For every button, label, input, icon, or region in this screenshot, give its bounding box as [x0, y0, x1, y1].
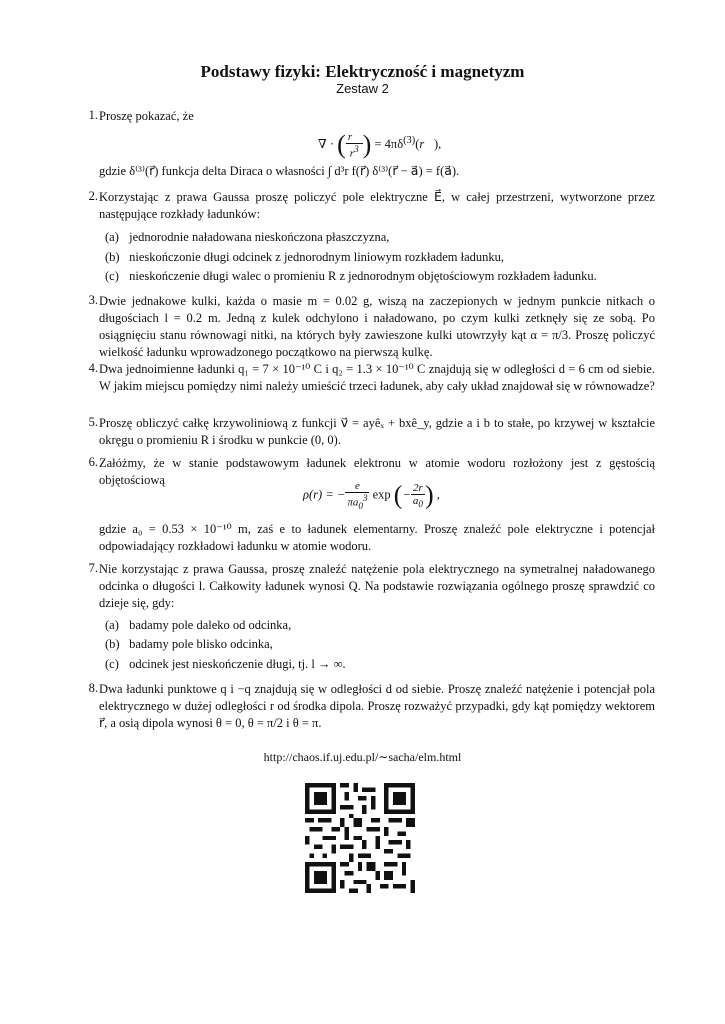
problem-number: 4. — [88, 361, 98, 375]
problem-text: Dwa ładunki punktowe q i −q znajdują się w odległości d od siebie. Proszę znaleźć natężenie i potencjał pola elektrycznego w dużej odległości r od środka dipola. Proszę rozważyć przypadki, gdy kąt pomiędzy wektorem r⃗, a osią dipola wynosi θ = 0, θ = π/2 i θ = π. — [99, 682, 655, 730]
problem-text: Nie korzystając z prawa Gaussa, proszę znaleźć natężenie pola elektrycznego na symetralnej naładowanego odcinka o długości l. Całkowity ładunek wynosi Q. Na podstawie rozwiązania ogólnego proszę sprawdzić co dzieje się, gdy: — [99, 562, 655, 610]
list-item — [105, 249, 665, 266]
qr-code — [305, 783, 415, 893]
equation: ∇ · ( $\frac{r⃗}{r^3}$ ) = $4\pi\delta^{(3)}(r⃗)$, — [318, 130, 442, 160]
list-item-text: nieskończonie długi odcinek z jednorodnym liniowym rozkładem ładunku, — [129, 250, 505, 264]
list-item-text: odcinek jest nieskończenie długi, tj. l → ∞. — [129, 657, 346, 671]
problem-text: Proszę pokazać, że — [99, 109, 194, 123]
problem-text: Korzystając z prawa Gaussa proszę policzyć pole elektryczne E⃗, w całej przestrzeni, wytworzone przez następujące rozkłady ładunków: — [99, 190, 655, 221]
page-subtitle: Zestaw 2 — [336, 81, 389, 96]
problem-number: 1. — [88, 108, 98, 122]
list-item-text: jednorodnie naładowana nieskończona płaszczyzna, — [129, 230, 390, 244]
list-item-label: (a) — [105, 230, 119, 244]
list-item-text: nieskończenie długi walec o promieniu R z jednorodnym objętościowym rozkładem ładunku. — [129, 269, 597, 283]
list-item — [105, 617, 665, 634]
problem-number: 8. — [88, 681, 98, 695]
problem-text-after: gdzie a₀ = 0.53 × 10⁻¹⁰ m, zaś e to ładunek elementarny. Proszę znaleźć pole elektryczne i potencjał odpowiadający rozkładowi ładunku w atomie wodoru. — [99, 522, 655, 553]
list-item-label: (c) — [105, 657, 119, 671]
list-item-text: badamy pole daleko od odcinka, — [129, 618, 292, 632]
list-item — [105, 636, 665, 653]
list-item-label: (b) — [105, 637, 120, 651]
problem-number: 6. — [88, 455, 98, 469]
problem-number: 2. — [88, 189, 98, 203]
list-item-text: badamy pole blisko odcinka, — [129, 637, 273, 651]
page-title: Podstawy fizyki: Elektryczność i magnetyzm — [200, 62, 525, 81]
list-item — [105, 229, 665, 246]
footer-url[interactable]: http://chaos.if.uj.edu.pl/∼sacha/elm.html — [263, 750, 462, 764]
problem-number: 3. — [88, 293, 98, 307]
equation: ρ(r) = − $\frac{e}{\pi a_0^3}$ exp (− $\frac{2r}{a_0}$ ) , — [303, 480, 440, 511]
problem-text: Proszę obliczyć całkę krzywoliniową z funkcji v⃗ = ayêₓ + bxê_y, gdzie a i b to stałe, po krzywej w kształcie okręgu o promieniu R i środku w punkcie (0, 0). — [99, 416, 655, 447]
list-item-label: (b) — [105, 250, 120, 264]
problem-text: Załóżmy, że w stanie podstawowym ładunek elektronu w atomie wodoru rozłożony jest z gęstością objętościową — [99, 456, 655, 487]
list-item — [105, 268, 665, 285]
list-item-label: (c) — [105, 269, 119, 283]
list-item — [105, 656, 665, 673]
problem-text: Dwa jednoimienne ładunki q₁ = 7 × 10⁻¹⁰ C i q₂ = 1.3 × 10⁻¹⁰ C znajdują się w odległości d = 6 cm od siebie. W jakim miejscu pomiędzy nimi należy umieścić trzeci ładunek, aby cały układ znajdował się w równowadze? — [99, 362, 655, 393]
problem-text: Dwie jednakowe kulki, każda o masie m = 0.02 g, wiszą na zaczepionych w jednym punkcie nitkach o długościach l = 0.2 m. Jedną z kulek odchylono i naładowano, po czym kulki zetknęły się ze sobą. Po osiągnięciu stanu równowagi nitki, na których były zawieszone kulki utowrzyły kąt α = π/3. Proszę policzyć wielkość ładunku wprowadzonego początkowo na pierwszą kulkę. — [99, 294, 655, 359]
list-item-label: (a) — [105, 618, 119, 632]
problem-number: 5. — [88, 415, 98, 429]
problem-text-after: gdzie δ⁽³⁾(r⃗) funkcja delta Diraca o własności ∫ d³r f(r⃗) δ⁽³⁾(r⃗ − a⃗) = f(a⃗). — [99, 164, 460, 178]
problem-number: 7. — [88, 561, 98, 575]
